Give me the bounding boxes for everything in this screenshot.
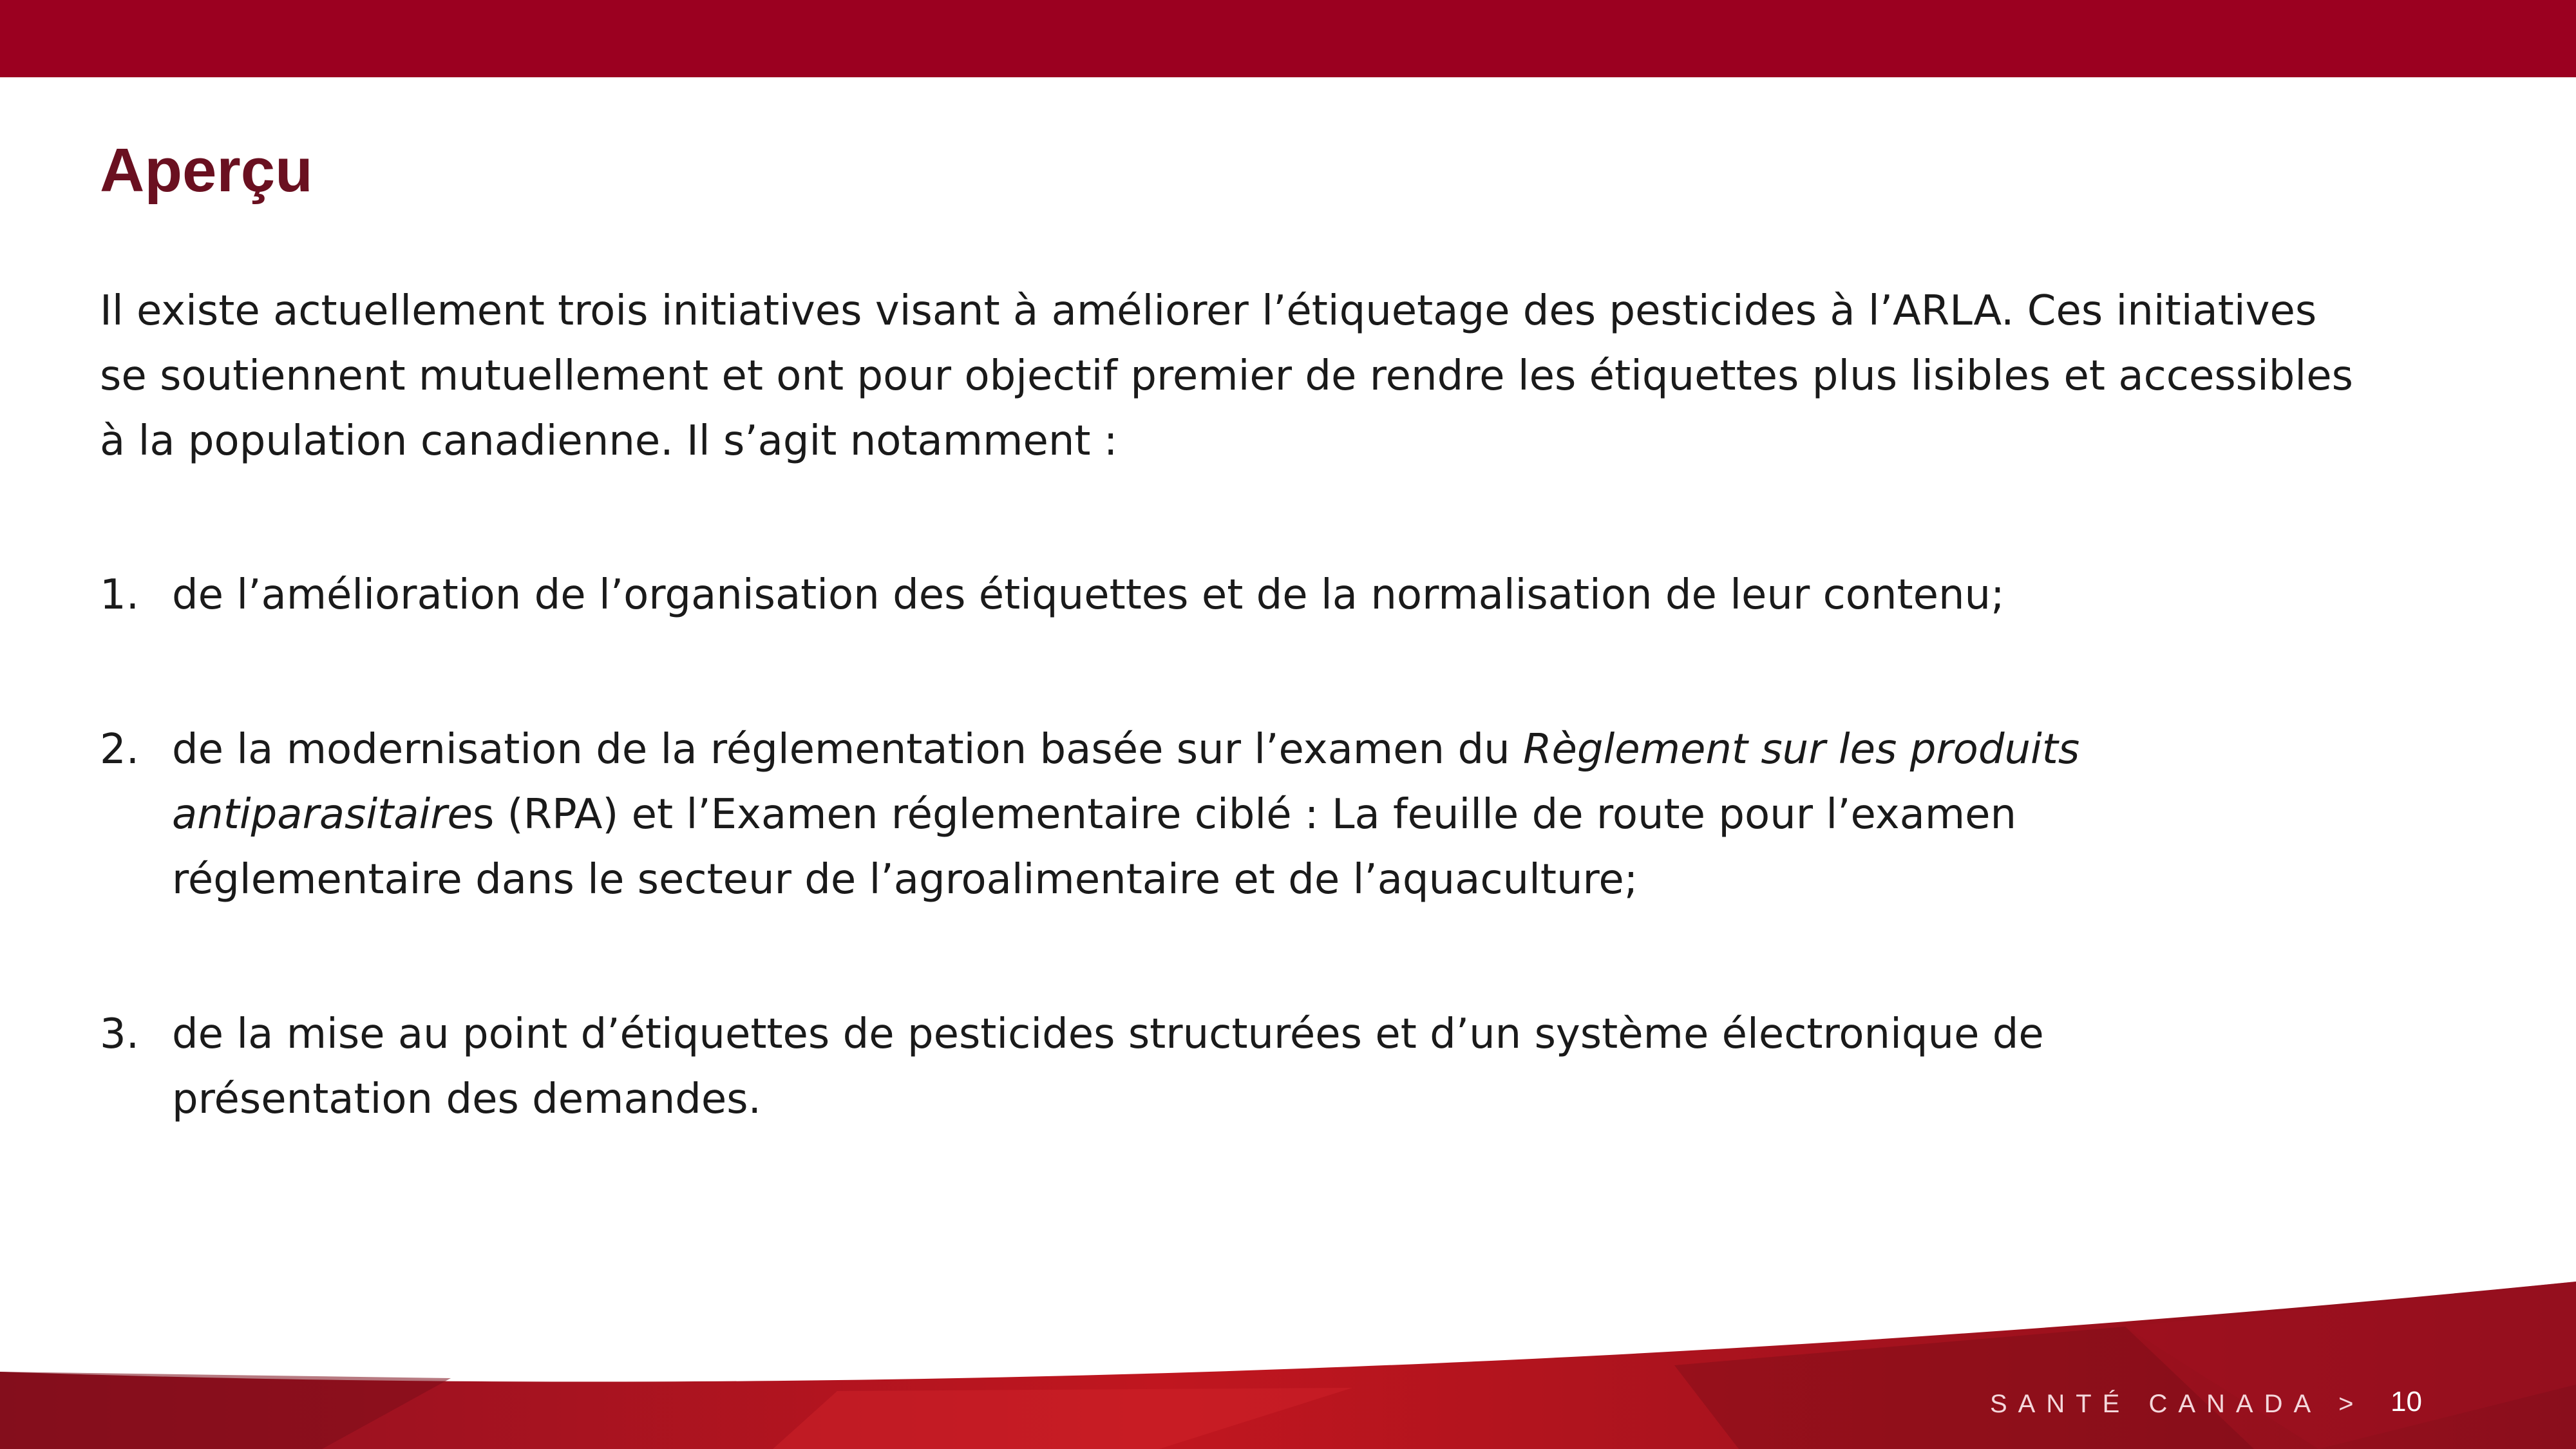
intro-paragraph: Il existe actuellement trois initiatives visant à améliorer l’étiquetage des pesticides à l’ARLA. Ces initiatives se soutiennent mutuellement et ont pour objectif premier de rendre les étiquettes plus lisibles et accessibles à la population canadienne. Il s’agit notamment :: [100, 287, 2353, 465]
list-item-text-end: s (RPA) et l’Examen réglementaire ciblé : La feuille de route pour l’examen réglementaire dans le secteur de l’agroalimentaire et de l’aquaculture;: [172, 791, 2017, 904]
top-banner: [0, 0, 2576, 77]
list-item-number: 3.: [100, 1010, 140, 1058]
list-item-number: 2.: [100, 726, 140, 773]
list-item-text: de l’amélioration de l’organisation des étiquettes et de la normalisation de leur contenu;: [172, 571, 2005, 619]
footer-wave-graphic: [0, 1282, 2576, 1449]
list-item: [100, 1002, 2354, 1132]
list-item-number: 1.: [100, 571, 140, 619]
regulation-title-italic: Règlement sur les produits antiparasitaire: [172, 726, 2080, 838]
slide-title: Aperçu: [100, 136, 313, 205]
footer-brand-wordmark: SANTÉ CANADA >: [1990, 1390, 2365, 1418]
list-item: [100, 563, 2354, 628]
list-item: [100, 717, 2354, 913]
list-item-text-start: de la modernisation de la réglementation basée sur l’examen du: [172, 726, 1523, 773]
list-item-text: de la mise au point d’étiquettes de pesticides structurées et d’un système électronique de présentation des demandes.: [172, 1010, 2044, 1123]
page-number: 10: [2391, 1386, 2422, 1417]
list-item-text: [172, 717, 2297, 913]
